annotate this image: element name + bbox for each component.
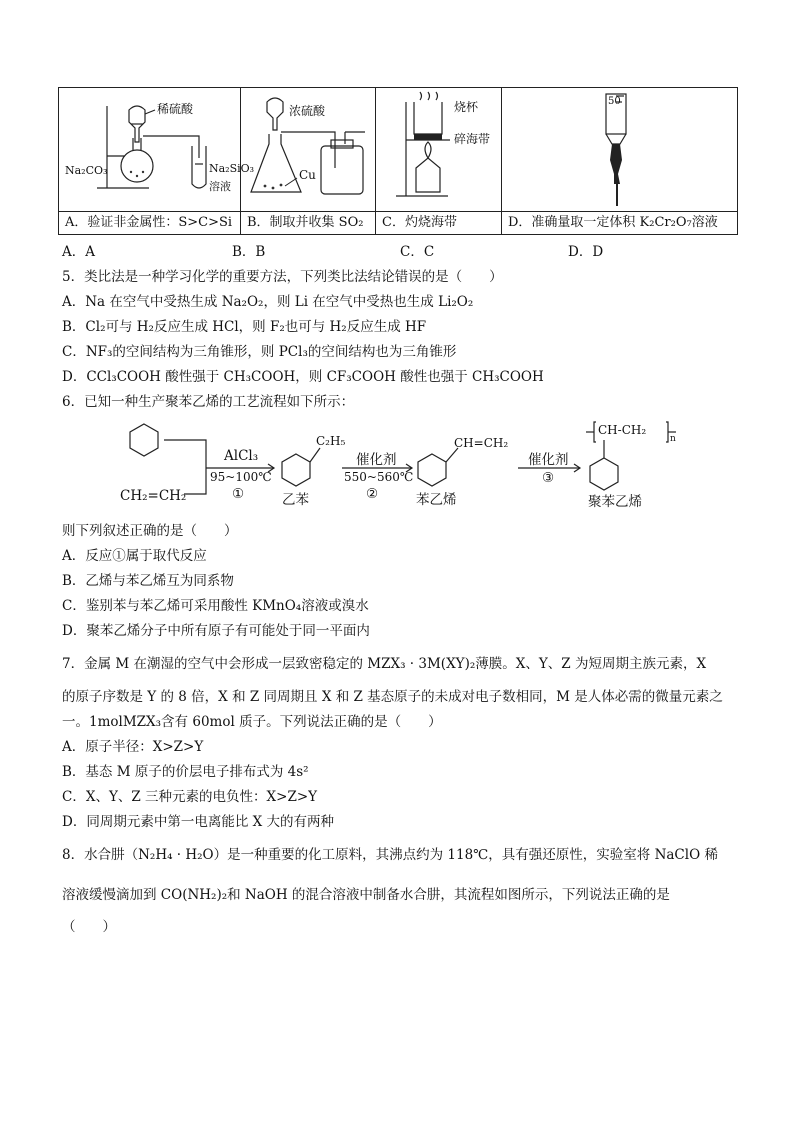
flow-step2-catalyst: 催化剂	[356, 452, 397, 468]
label-cu: Cu	[299, 168, 316, 182]
label-dilute-acid: 稀硫酸	[157, 102, 194, 116]
q8-line-3: （ ）	[62, 919, 116, 935]
q6-option-b[interactable]: B．乙烯与苯乙烯互为同系物	[62, 573, 234, 589]
label-solution: 溶液	[209, 180, 231, 193]
q6-flow-diagram	[110, 418, 690, 510]
q7-line-1: 7．金属 M 在潮湿的空气中会形成一层致密稳定的 MZX₃ · 3M(XY)₂薄膜。X、Y、Z 为短周期主族元素，X	[62, 656, 707, 672]
flow-vinyl-group: CH=CH₂	[454, 436, 509, 450]
q7-option-a[interactable]: A．原子半径：X>Z>Y	[62, 739, 204, 755]
q7-option-d[interactable]: D．同周期元素中第一电离能比 X 大的有两种	[62, 814, 335, 830]
q5-option-c[interactable]: C．NF₃的空间结构为三角锥形，则 PCl₃的空间结构也为三角锥形	[62, 344, 457, 360]
apparatus-a	[59, 88, 255, 212]
flow-polymer-unit: CH-CH₂	[598, 423, 647, 437]
flow-step1-temp: 95~100℃	[210, 470, 272, 484]
apparatus-b	[241, 88, 376, 212]
q5-option-b[interactable]: B．Cl₂可与 H₂反应生成 HCl，则 F₂也可与 H₂反应生成 HF	[62, 319, 427, 335]
flow-ethyl-group: C₂H₅	[316, 434, 346, 448]
q5-option-d[interactable]: D．CCl₃COOH 酸性强于 CH₃COOH，则 CF₃COOH 酸性也强于 CH₃COOH	[62, 369, 544, 385]
q4-answer-c[interactable]: C．C	[400, 244, 435, 260]
q7-option-b[interactable]: B．基态 M 原子的价层电子排布式为 4s²	[62, 764, 309, 780]
q8-line-1: 8．水合肼（N₂H₄ · H₂O）是一种重要的化工原料，其沸点约为 118℃，具有强还原性，实验室将 NaClO 稀	[62, 847, 718, 863]
label-scale: 50	[608, 96, 621, 107]
benzene-ring-polymer	[590, 458, 618, 490]
q4-answer-a[interactable]: A．A	[62, 244, 95, 260]
label-beaker: 烧杯	[454, 100, 479, 114]
flow-step2-num: ②	[366, 486, 379, 502]
label-na2sio3: Na₂SiO₃	[209, 162, 255, 175]
label-conc-acid: 浓硫酸	[289, 104, 326, 118]
flow-step3-num: ③	[542, 470, 555, 486]
caption-c: C．灼烧海带	[376, 212, 502, 235]
label-seaweed: 碎海带	[454, 132, 491, 146]
apparatus-d	[502, 88, 738, 212]
flow-step2-temp: 550~560℃	[344, 470, 414, 484]
q8-line-2: 溶液缓慢滴加到 CO(NH₂)₂和 NaOH 的混合溶液中制备水合肼，其流程如图所示，下列说法正确的是	[62, 887, 670, 903]
apparatus-c	[376, 88, 502, 212]
q5-stem: 5．类比法是一种学习化学的重要方法，下列类比法结论错误的是（ ）	[62, 269, 503, 285]
flow-reactant-ethylene: CH₂=CH₂	[120, 488, 187, 504]
label-na2co3: Na₂CO₃	[65, 164, 108, 177]
caption-d: D．准确量取一定体积 K₂Cr₂O₇溶液	[502, 212, 738, 235]
caption-a: A．验证非金属性：S>C>Si	[59, 212, 241, 235]
flow-product-styrene: 苯乙烯	[416, 492, 457, 508]
benzene-ring-styrene	[418, 454, 446, 486]
q7-line-3: 一。1molMZX₃含有 60mol 质子。下列说法正确的是（ ）	[62, 714, 442, 730]
q4-answer-d[interactable]: D．D	[568, 244, 604, 260]
benzene-ring-ethylbenzene	[282, 454, 310, 486]
apparatus-table	[58, 87, 738, 235]
q6-option-d[interactable]: D．聚苯乙烯分子中所有原子有可能处于同一平面内	[62, 623, 370, 639]
q5-option-a[interactable]: A．Na 在空气中受热生成 Na₂O₂，则 Li 在空气中受热也生成 Li₂O₂	[62, 294, 474, 310]
q7-option-c[interactable]: C．X、Y、Z 三种元素的电负性：X>Z>Y	[62, 789, 318, 805]
q6-option-c[interactable]: C．鉴别苯与苯乙烯可采用酸性 KMnO₄溶液或溴水	[62, 598, 369, 614]
q4-answers	[62, 243, 604, 261]
apparatus-c-drawing	[376, 88, 501, 211]
q7-line-2: 的原子序数是 Y 的 8 倍，X 和 Z 同周期且 X 和 Z 基态原子的未成对电子数相同，M 是人体必需的微量元素之	[62, 689, 723, 705]
flow-step1-num: ①	[232, 486, 245, 502]
q6-stem: 6．已知一种生产聚苯乙烯的工艺流程如下所示：	[62, 394, 355, 410]
flow-product-ethylbenzene: 乙苯	[282, 492, 309, 508]
q4-answer-b[interactable]: B．B	[232, 244, 266, 260]
flow-step1-catalyst: AlCl₃	[224, 448, 259, 464]
flow-step3-catalyst: 催化剂	[528, 452, 569, 468]
flow-polymer-n: n	[670, 434, 676, 444]
flow-product-polystyrene: 聚苯乙烯	[588, 494, 642, 510]
q6-question: 则下列叙述正确的是（ ）	[62, 523, 238, 539]
benzene-ring-1	[130, 424, 158, 456]
caption-b: B．制取并收集 SO₂	[241, 212, 376, 235]
q6-option-a[interactable]: A．反应①属于取代反应	[62, 548, 207, 564]
